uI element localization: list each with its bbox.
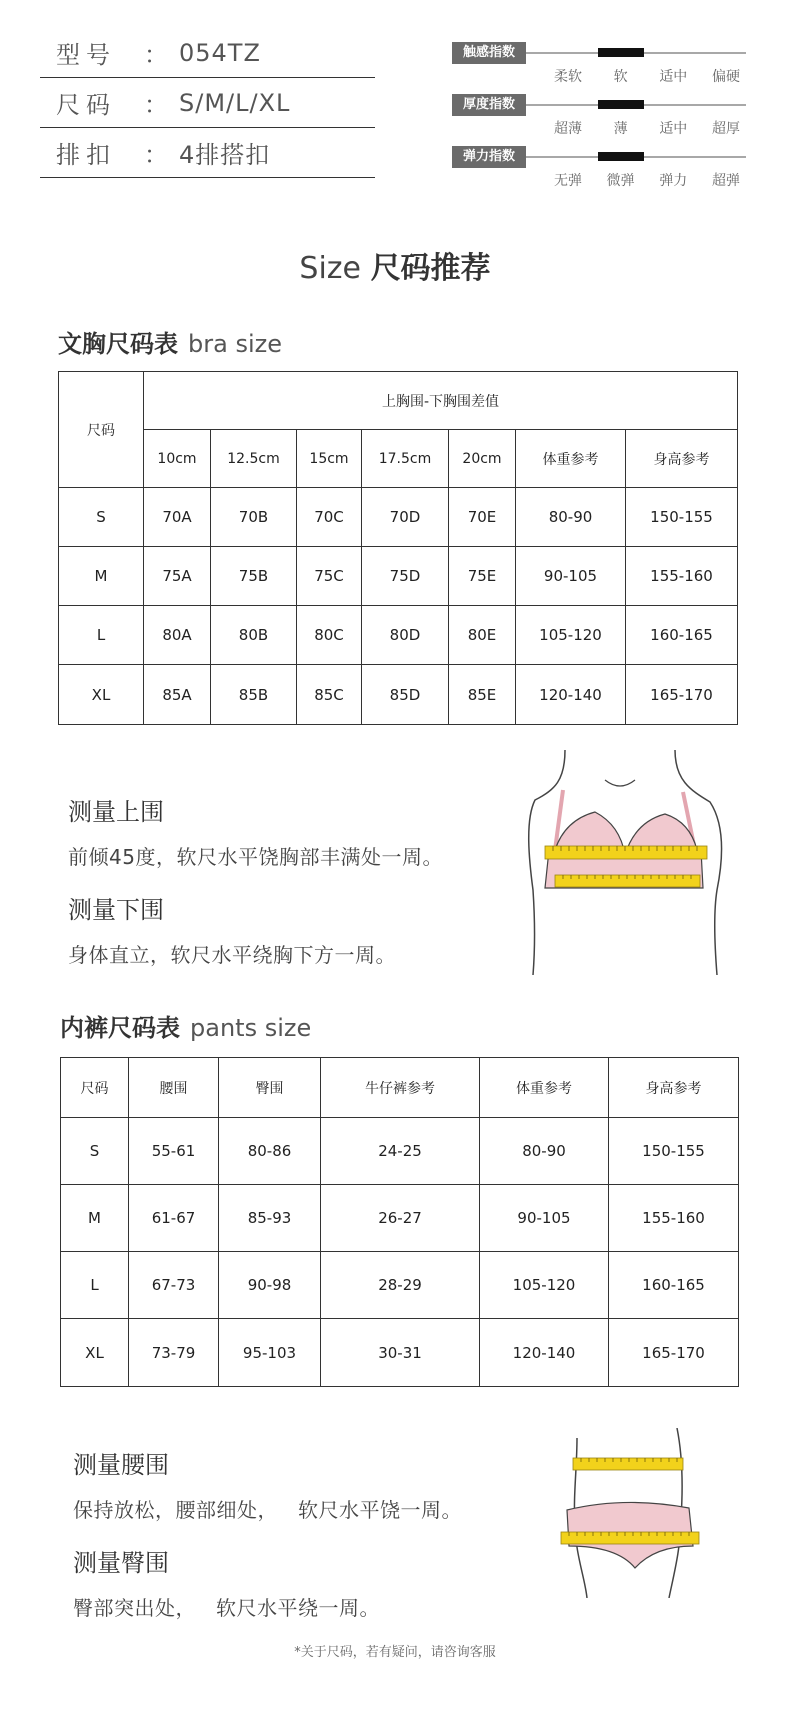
spec-clasp-label: 排扣	[56, 141, 116, 169]
table-header-cell: 体重参考	[480, 1058, 609, 1118]
scale-marker	[598, 48, 644, 57]
table-header-cell: 腰围	[129, 1058, 219, 1118]
measure-hip-text-a: 臀部突出处，	[73, 1596, 196, 1620]
table-cell: 70A	[144, 488, 211, 547]
scale-option: 超薄	[554, 121, 582, 137]
table-header-cell: 体重参考	[516, 430, 626, 488]
table-header-cell: 20cm	[449, 430, 516, 488]
table-cell: XL	[61, 1319, 129, 1387]
table-cell: 80-90	[516, 488, 626, 547]
table-cell: 70D	[362, 488, 449, 547]
scale-option: 柔软	[554, 69, 582, 85]
measure-lower-text: 身体直立，软尺水平绕胸下方一周。	[68, 943, 396, 967]
table-header-cell: 尺码	[59, 372, 144, 488]
table-cell: L	[61, 1252, 129, 1319]
table-header-cell: 牛仔裤参考	[321, 1058, 480, 1118]
table-header-cell: 臀围	[219, 1058, 321, 1118]
pants-size-table	[60, 1057, 739, 1387]
table-header-cell: 15cm	[297, 430, 362, 488]
table-header-cell: 上胸围-下胸围差值	[144, 372, 738, 430]
table-cell: 90-105	[516, 547, 626, 606]
scale-option: 适中	[659, 121, 688, 137]
scale-option: 适中	[659, 69, 688, 85]
table-cell: 155-160	[609, 1185, 739, 1252]
table-header-cell: 身高参考	[609, 1058, 739, 1118]
measure-waist-text-b: 软尺水平饶一周。	[298, 1498, 462, 1522]
table-cell: 70C	[297, 488, 362, 547]
spec-size-row	[40, 78, 375, 128]
elasticity-scale	[452, 142, 752, 194]
table-cell: 85E	[449, 665, 516, 725]
table-row	[61, 1185, 739, 1252]
scale-label: 触感指数	[452, 42, 526, 64]
pants-title-cn: 内裤尺码表	[60, 1014, 180, 1042]
table-cell: 80B	[211, 606, 297, 665]
table-row	[61, 1319, 739, 1387]
table-cell: 165-170	[626, 665, 738, 725]
scale-option: 超厚	[711, 121, 740, 137]
table-header-row	[59, 430, 738, 488]
table-header-cell: 尺码	[61, 1058, 129, 1118]
product-spec	[40, 28, 375, 178]
measure-hip-title: 测量臀围	[73, 1549, 169, 1577]
table-header-cell: 12.5cm	[211, 430, 297, 488]
table-cell: 165-170	[609, 1319, 739, 1387]
table-cell: 73-79	[129, 1319, 219, 1387]
spec-separator: ：	[144, 91, 169, 119]
table-header-row	[59, 372, 738, 430]
table-cell: XL	[59, 665, 144, 725]
table-cell: 85-93	[219, 1185, 321, 1252]
table-cell: 85D	[362, 665, 449, 725]
table-cell: 24-25	[321, 1118, 480, 1185]
page-title	[0, 243, 790, 287]
page-title-en: Size	[299, 251, 362, 286]
table-cell: 80-86	[219, 1118, 321, 1185]
table-cell: 75E	[449, 547, 516, 606]
table-row	[61, 1252, 739, 1319]
measure-waist-text	[73, 1494, 462, 1523]
pants-measure-notes	[73, 1445, 462, 1641]
table-cell: 105-120	[516, 606, 626, 665]
measure-upper-title: 测量上围	[68, 798, 164, 826]
table-cell: 80D	[362, 606, 449, 665]
table-cell: 85C	[297, 665, 362, 725]
table-cell: 150-155	[626, 488, 738, 547]
thickness-scale	[452, 90, 752, 142]
table-cell: 120-140	[480, 1319, 609, 1387]
bra-title-cn: 文胸尺码表	[58, 330, 178, 358]
table-row	[59, 665, 738, 725]
scale-marker	[598, 100, 644, 109]
table-cell: M	[59, 547, 144, 606]
scale-option: 软	[613, 69, 628, 85]
bra-section-title	[58, 324, 282, 359]
scale-options	[542, 118, 752, 138]
table-cell: 70B	[211, 488, 297, 547]
table-cell: 61-67	[129, 1185, 219, 1252]
table-cell: 85A	[144, 665, 211, 725]
pants-section-title	[60, 1008, 311, 1043]
scale-option: 弹力	[659, 173, 688, 189]
bra-size-table	[58, 371, 738, 725]
table-cell: 75D	[362, 547, 449, 606]
table-row	[59, 547, 738, 606]
footer-note: *关于尺码，若有疑问，请咨询客服	[294, 1645, 496, 1660]
table-row	[59, 606, 738, 665]
spec-separator: ：	[144, 141, 169, 169]
spec-model-row	[40, 28, 375, 78]
table-cell: 55-61	[129, 1118, 219, 1185]
measure-upper-text: 前倾45度，软尺水平饶胸部丰满处一周。	[68, 845, 443, 869]
feel-scales	[452, 38, 752, 194]
table-cell: 75B	[211, 547, 297, 606]
pants-title-en: pants size	[190, 1014, 312, 1042]
table-cell: 80A	[144, 606, 211, 665]
table-cell: 155-160	[626, 547, 738, 606]
page-title-cn: 尺码推荐	[370, 251, 491, 286]
scale-label: 厚度指数	[452, 94, 526, 116]
table-cell: 85B	[211, 665, 297, 725]
scale-option: 微弹	[606, 173, 635, 189]
table-cell: 80-90	[480, 1118, 609, 1185]
table-row	[61, 1118, 739, 1185]
table-cell: 90-98	[219, 1252, 321, 1319]
bra-measure-notes	[68, 792, 443, 988]
table-cell: 150-155	[609, 1118, 739, 1185]
scale-options	[542, 66, 752, 86]
bra-title-en: bra size	[188, 330, 282, 358]
pants-measure-illustration	[555, 1428, 715, 1602]
bra-measure-illustration	[525, 750, 735, 979]
table-cell: L	[59, 606, 144, 665]
measure-waist-title: 测量腰围	[73, 1451, 169, 1479]
spec-clasp-row	[40, 128, 375, 178]
scale-label: 弹力指数	[452, 146, 526, 168]
table-cell: 105-120	[480, 1252, 609, 1319]
table-cell: 67-73	[129, 1252, 219, 1319]
scale-options	[542, 170, 752, 190]
scale-option: 超弹	[711, 173, 740, 189]
spec-size-value: S/M/L/XL	[179, 88, 291, 117]
softness-scale	[452, 38, 752, 90]
spec-clasp-value: 4排搭扣	[179, 141, 271, 169]
spec-size-label: 尺码	[56, 91, 116, 119]
table-cell: 75A	[144, 547, 211, 606]
table-header-row	[61, 1058, 739, 1118]
table-cell: S	[59, 488, 144, 547]
spec-separator: ：	[144, 41, 169, 69]
table-cell: 30-31	[321, 1319, 480, 1387]
table-cell: 160-165	[626, 606, 738, 665]
scale-marker	[598, 152, 644, 161]
table-cell: M	[61, 1185, 129, 1252]
table-cell: 160-165	[609, 1252, 739, 1319]
table-cell: 28-29	[321, 1252, 480, 1319]
table-cell: 80E	[449, 606, 516, 665]
measure-hip-text-b: 软尺水平绕一周。	[216, 1596, 380, 1620]
spec-model-label: 型号	[56, 41, 116, 69]
table-cell: 75C	[297, 547, 362, 606]
scale-option: 无弹	[554, 173, 582, 189]
measure-hip-text	[73, 1592, 462, 1621]
table-cell: S	[61, 1118, 129, 1185]
spec-model-value: 054TZ	[179, 38, 261, 67]
table-cell: 95-103	[219, 1319, 321, 1387]
table-cell: 120-140	[516, 665, 626, 725]
table-header-cell: 17.5cm	[362, 430, 449, 488]
table-cell: 26-27	[321, 1185, 480, 1252]
table-cell: 90-105	[480, 1185, 609, 1252]
scale-option: 薄	[613, 121, 628, 137]
table-header-cell: 10cm	[144, 430, 211, 488]
measure-lower-title: 测量下围	[68, 896, 164, 924]
scale-option: 偏硬	[711, 69, 740, 85]
table-cell: 70E	[449, 488, 516, 547]
measure-waist-text-a: 保持放松，腰部细处，	[73, 1498, 278, 1522]
table-cell: 80C	[297, 606, 362, 665]
table-header-cell: 身高参考	[626, 430, 738, 488]
table-row	[59, 488, 738, 547]
